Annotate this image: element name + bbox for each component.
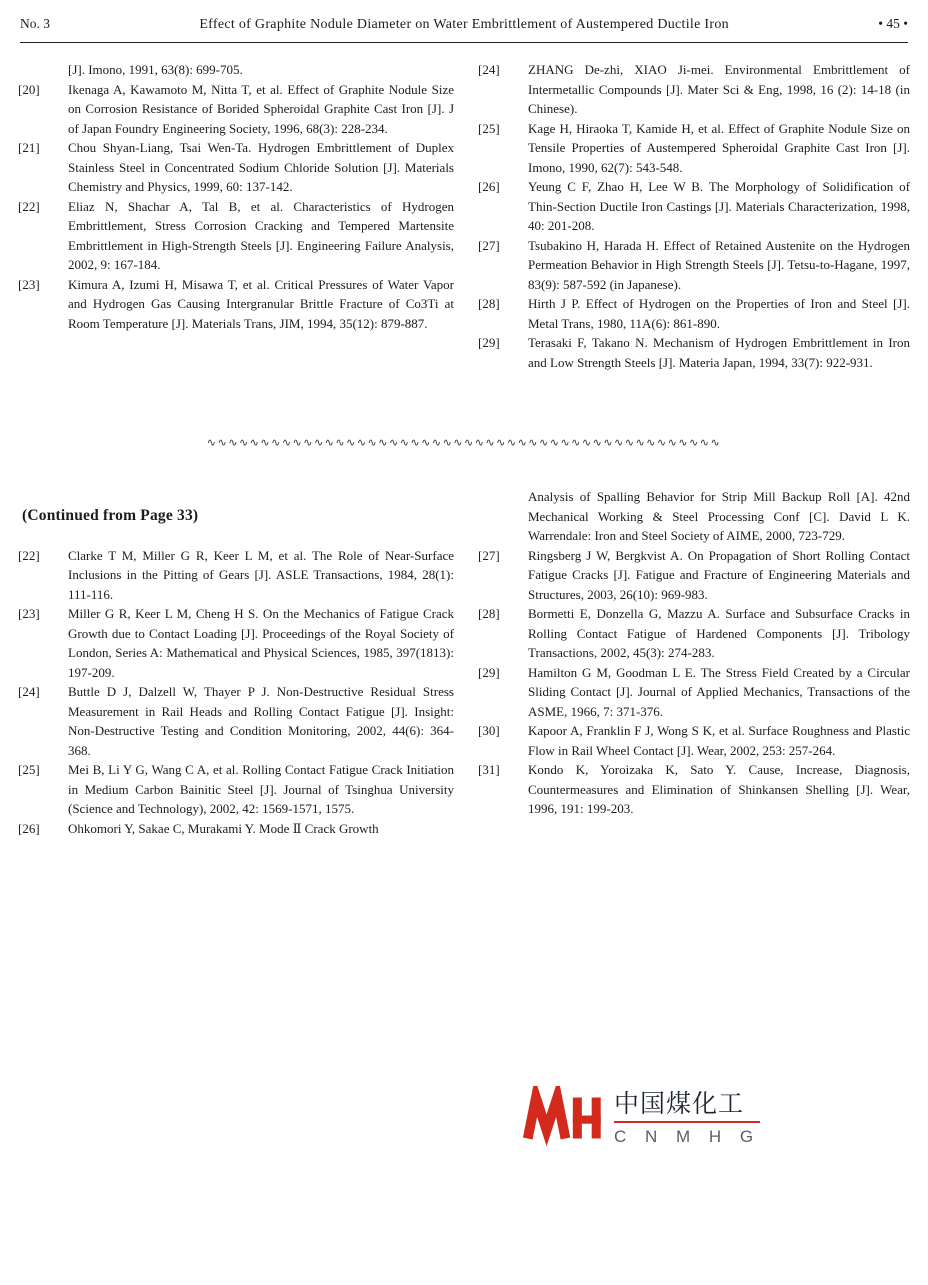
reference-text: Terasaki F, Takano N. Mechanism of Hydrogen Embrittlement in Iron and Low Strength Steels [J]. Materia Japan, 1994, 33(7): 922-931.	[528, 335, 910, 370]
reference-text: Ikenaga A, Kawamoto M, Nitta T, et al. Effect of Graphite Nodule Size on Corrosion Resistance of Borided Spheroidal Graphite Cast Iron [J]. J of Japan Foundry Engineering Society, 1996, 68(3): 228-234.	[68, 81, 454, 136]
reference-text: Buttle D J, Dalzell W, Thayer P J. Non-Destructive Residual Stress Measurement in Rail Heads and Rolling Contact Fatigue [J]. Insight: Non-Destructive Testing and Condition Monitoring, 2002, 44(6): 364-368.	[68, 684, 454, 758]
reference-item	[18, 60, 454, 80]
references-section2-right-column	[478, 487, 910, 819]
reference-item	[18, 760, 454, 819]
references-section2-left-column	[18, 506, 454, 838]
reference-number: [25]	[18, 762, 40, 777]
logo-text-block	[614, 1089, 760, 1148]
reference-text: Ringsberg J W, Bergkvist A. On Propagation of Short Rolling Contact Fatigue Cracks [J]. Fatigue and Fracture of Engineering Materials and Structures, 2003, 26(10): 969-983.	[528, 547, 910, 602]
reference-item	[478, 119, 910, 178]
reference-number: [20]	[18, 81, 40, 97]
reference-item	[18, 604, 454, 682]
reference-number: [21]	[18, 140, 40, 155]
reference-item	[18, 80, 454, 139]
reference-number: [28]	[478, 296, 500, 311]
reference-text: Ohkomori Y, Sakae C, Murakami Y. Mode Ⅱ Crack Growth	[68, 820, 379, 836]
reference-item	[18, 275, 454, 334]
reference-item	[478, 604, 910, 663]
reference-item	[18, 682, 454, 760]
reference-text: Clarke T M, Miller G R, Keer L M, et al. The Role of Near-Surface Inclusions in the Pitting of Gears [J]. ASLE Transactions, 1984, 28(1): 111-116.	[68, 547, 454, 602]
reference-text: Bormetti E, Donzella G, Mazzu A. Surface and Subsurface Cracks in Rolling Contact Fatigue of Hardened Components [J]. Tribology Transactions, 2002, 45(3): 274-283.	[528, 606, 910, 660]
reference-item	[478, 236, 910, 295]
reference-number: [26]	[478, 179, 500, 194]
references-section1-left-column	[18, 60, 454, 333]
reference-text: Tsubakino H, Harada H. Effect of Retained Austenite on the Hydrogen Permeation Behavior in High Strength Steels [J]. Tetsu-to-Hagane, 1997, 83(9): 587-592 (in Japanese).	[528, 237, 910, 292]
reference-number: [28]	[478, 606, 500, 621]
reference-number: [25]	[478, 120, 500, 136]
reference-number: [24]	[478, 62, 500, 77]
reference-number	[18, 60, 68, 80]
reference-number: [22]	[18, 547, 40, 563]
reference-text: Kage H, Hiraoka T, Kamide H, et al. Effect of Graphite Nodule Size on Tensile Properties of Austempered Spheroidal Graphite Cast Iron [J]. Imono, 1990, 62(7): 543-548.	[528, 120, 910, 175]
reference-number: [22]	[18, 198, 40, 214]
reference-text: Miller G R, Keer L M, Cheng H S. On the Mechanics of Fatigue Crack Growth due to Contact Loading [J]. Proceedings of the Royal Society of London, Series A: Mathematical and Physical Sciences, 1985, 397(1813): 197-209.	[68, 606, 454, 680]
reference-number: [27]	[478, 237, 500, 253]
squiggle-divider: ∿∿∿∿∿∿∿∿∿∿∿∿∿∿∿∿∿∿∿∿∿∿∿∿∿∿∿∿∿∿∿∿∿∿∿∿∿∿∿∿∿∿∿∿∿∿∿∿	[206, 436, 722, 449]
reference-item	[478, 60, 910, 119]
reference-item	[478, 663, 910, 722]
reference-item	[478, 177, 910, 236]
page-number: • 45 •	[878, 16, 908, 31]
reference-item	[478, 760, 910, 819]
reference-number: [23]	[18, 606, 40, 621]
reference-item	[478, 333, 910, 372]
issue-number: No. 3	[20, 16, 50, 31]
reference-text: Kimura A, Izumi H, Misawa T, et al. Critical Pressures of Water Vapor and Hydrogen Gas Causing Intergranular Brittle Fracture of Co3Ti at Room Temperature [J]. Materials Trans, JIM, 1994, 35(12): 879-887.	[68, 276, 454, 331]
reference-number: [31]	[478, 762, 500, 777]
logo-chinese-text: 中国煤化工	[614, 1089, 745, 1118]
reference-text: Yeung C F, Zhao H, Lee W B. The Morphology of Solidification of Thin-Section Ductile Iron Castings [J]. Materials Characterization, 1998, 40: 201-208.	[528, 179, 910, 233]
references-section2-left-list	[18, 546, 454, 839]
continued-from-heading: (Continued from Page 33)	[22, 507, 199, 524]
publisher-logo	[522, 1086, 760, 1150]
reference-number: [29]	[478, 335, 500, 350]
reference-item	[478, 721, 910, 760]
page-header	[20, 16, 908, 33]
reference-number: [27]	[478, 547, 500, 563]
reference-text: Hirth J P. Effect of Hydrogen on the Properties of Iron and Steel [J]. Metal Trans, 1980, 11A(6): 861-890.	[528, 296, 910, 331]
logo-latin-text: C N M H G	[614, 1121, 760, 1148]
reference-text: Hamilton G M, Goodman L E. The Stress Field Created by a Circular Sliding Contact [J]. Journal of Applied Mechanics, Transactions of the ASME, 1966, 7: 371-376.	[528, 664, 910, 719]
reference-text: [J]. Imono, 1991, 63(8): 699-705.	[68, 62, 243, 77]
reference-item	[18, 197, 454, 275]
reference-number: [23]	[18, 276, 40, 292]
running-title: Effect of Graphite Nodule Diameter on Water Embrittlement of Austempered Ductile Iron	[199, 17, 729, 32]
reference-text: Analysis of Spalling Behavior for Strip Mill Backup Roll [A]. 42nd Mechanical Working & Steel Processing Conf [C]. David L K. Warrendale: Iron and Steel Society of AIME, 2000, 723-729.	[528, 489, 910, 543]
reference-item	[478, 487, 910, 546]
mh-logo-icon	[522, 1086, 604, 1150]
reference-text: Kapoor A, Franklin F J, Wong S K, et al. Surface Roughness and Plastic Flow in Rail Wheel Contact [J]. Wear, 2002, 253: 257-264.	[528, 723, 910, 758]
reference-text: Chou Shyan-Liang, Tsai Wen-Ta. Hydrogen Embrittlement of Duplex Stainless Steel in Concentrated Sodium Chloride Solution [J]. Materials Chemistry and Physics, 1999, 60: 137-142.	[68, 140, 454, 194]
reference-text: ZHANG De-zhi, XIAO Ji-mei. Environmental Embrittlement of Intermetallic Compounds [J]. Mater Sci & Eng, 1998, 16 (2): 14-18 (in Chinese).	[528, 62, 910, 116]
reference-number	[478, 487, 528, 546]
reference-number: [24]	[18, 684, 40, 699]
reference-item	[18, 819, 454, 839]
references-section1-right-column	[478, 60, 910, 372]
reference-number: [26]	[18, 820, 40, 836]
reference-number: [30]	[478, 723, 500, 738]
reference-text: Mei B, Li Y G, Wang C A, et al. Rolling Contact Fatigue Crack Initiation in Medium Carbon Bainitic Steel [J]. Journal of Tsinghua University (Science and Technology), 2002, 42: 1569-1571, 1575.	[68, 762, 454, 816]
reference-item	[18, 138, 454, 197]
reference-item	[18, 546, 454, 605]
header-rule	[20, 42, 908, 43]
reference-item	[478, 546, 910, 605]
reference-text: Kondo K, Yoroizaka K, Sato Y. Cause, Increase, Diagnosis, Countermeasures and Elimination of Shinkansen Shelling [J]. Wear, 1996, 191: 199-203.	[528, 762, 910, 816]
reference-item	[478, 294, 910, 333]
reference-text: Eliaz N, Shachar A, Tal B, et al. Characteristics of Hydrogen Embrittlement, Stress Corrosion Cracking and Tempered Martensite Embrittlement in High-Strength Steels [J]. Engineering Failure Analysis, 2002, 9: 167-184.	[68, 198, 454, 272]
reference-number: [29]	[478, 664, 500, 680]
